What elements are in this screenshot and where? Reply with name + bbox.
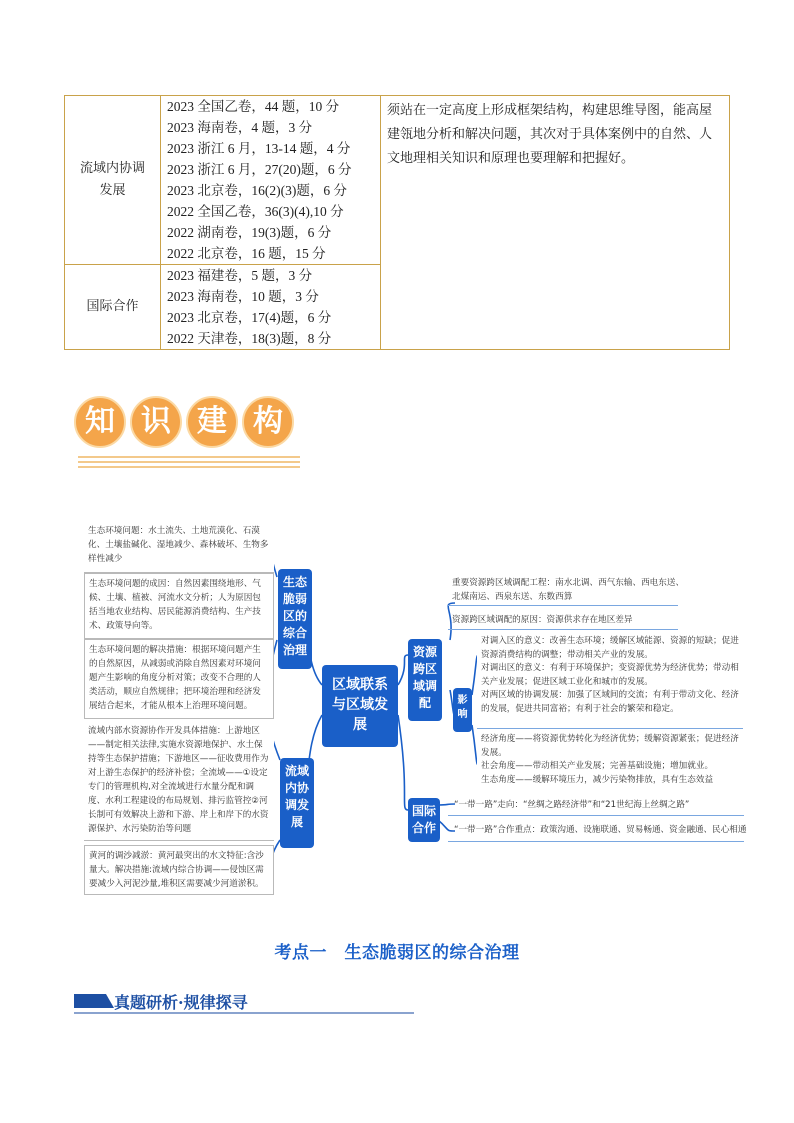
resource-projects-text: 重要资源跨区域调配工程：南水北调、西气东输、西电东送、北煤南运、西泉东送、东数西算 bbox=[452, 578, 685, 602]
subsection-title: 真题研析·规律探寻 bbox=[114, 993, 248, 1012]
impact-aspects-box bbox=[477, 731, 743, 791]
impact-line: 生态角度——缓解环境压力，减少污染物排放，具有生态效益 bbox=[481, 774, 714, 785]
branch-basin-label: 流域内协调发展 bbox=[284, 764, 309, 829]
impact-regions-box bbox=[477, 633, 743, 729]
branch-intl-label: 国际合作 bbox=[411, 804, 436, 835]
exam-item: 2023 全国乙卷，44 题，10 分 bbox=[167, 99, 340, 114]
subsection-underline bbox=[74, 1012, 414, 1014]
intl-rule bbox=[448, 815, 744, 816]
banner-char: 构 bbox=[242, 396, 294, 448]
intl-route-text: “一带一路”走向：“丝绸之路经济带”和“21世纪海上丝绸之路” bbox=[454, 800, 690, 810]
exam-item: 2022 全国乙卷，36(3)(4),10 分 bbox=[167, 204, 344, 219]
banner-char: 识 bbox=[130, 396, 182, 448]
impact-line: 社会角度——带动相关产业发展；完善基础设施；增加就业。 bbox=[481, 761, 714, 771]
exam-item: 2023 浙江 6 月，13-14 题，4 分 bbox=[167, 141, 351, 156]
branch-resource-label: 资源跨区域调配 bbox=[412, 645, 437, 710]
banner-stripe bbox=[78, 466, 300, 468]
exam-item: 2022 天津卷，18(3)题，8 分 bbox=[167, 331, 332, 346]
exam-list-cell bbox=[161, 265, 381, 350]
topic-label: 国际合作 bbox=[86, 299, 139, 314]
topic-label: 流域内协调发展 bbox=[79, 161, 145, 198]
eco-cause-box: 生态环境问题的成因：自然因素围绕地形、气候、土壤、植被、河流水文分析；人为原因包括当地农业结构、居民能源消费结构、生产技术、政策导向等。 bbox=[84, 573, 274, 639]
exam-item: 2022 北京卷，16 题，15 分 bbox=[167, 246, 326, 261]
impact-line: 对调入区的意义：改善生态环境；缓解区域能源、资源的短缺；促进资源消费结构的调整；带动相关产业的发展。 bbox=[481, 636, 739, 660]
branch-ecology-label: 生态脆弱区的综合治理 bbox=[282, 575, 307, 657]
impact-line: 经济角度——将资源优势转化为经济优势；缓解资源紧张；促进经济发展。 bbox=[481, 734, 739, 758]
resource-reason-text: 资源跨区域调配的原因：资源供求存在地区差异 bbox=[452, 615, 633, 625]
basin-sediment-box: 黄河的调沙减淤：黄河最突出的水文特征:含沙量大。解决措施:流域内综合协调——侵蚀区需要减少入河泥沙量,堆积区需要减少河道淤积。 bbox=[84, 845, 274, 895]
exam-item: 2022 湖南卷，19(3)题，6 分 bbox=[167, 225, 332, 240]
branch-impact-node bbox=[453, 688, 472, 732]
eco-solution-box: 生态环境问题的解决措施：根据环境问题产生的自然原因，从减弱或消除自然因素对环境问题产生影响的角度分析对策；改变不合理的人类活动，顺应自然规律；把环境治理和经济发展结合起来，才能从根本上治理环境问题。 bbox=[84, 639, 274, 719]
branch-basin-node bbox=[280, 758, 314, 848]
topic-cell bbox=[65, 96, 161, 265]
impact-line: 对调出区的意义：有利于环境保护；变资源优势为经济优势；带动相关产业发展；促进区域工业化和城市的发展。 bbox=[481, 663, 739, 687]
branch-intl-node bbox=[408, 798, 440, 842]
branch-resource-node bbox=[408, 639, 442, 721]
exam-item: 2023 海南卷，4 题，3 分 bbox=[167, 120, 313, 135]
mind-map bbox=[80, 515, 745, 897]
banner-stripe bbox=[78, 461, 300, 463]
branch-ecology-node bbox=[278, 569, 312, 669]
exam-item: 2023 北京卷，16(2)(3)题，6 分 bbox=[167, 183, 347, 198]
section-title: 考点一 生态脆弱区的综合治理 bbox=[274, 943, 520, 963]
note-cell bbox=[381, 96, 730, 350]
basin-water-box: 流域内部水资源协作开发具体措施：上游地区——制定相关法律,实施水资源地保护、水土保持等生态保护措施；下游地区——征收费用作为对上游生态保护的经济补偿；全流域——①设定专门的管理机构,对全流域进行水量分配和调度、水利工程建设的布局规划、排污监管控②河长制可有效解决上游和下游、岸上和岸下的水资源保护、水污染防治等问题 bbox=[84, 721, 274, 841]
exam-item: 2023 北京卷，17(4)题，6 分 bbox=[167, 310, 332, 325]
table-row bbox=[65, 96, 730, 265]
exam-list-cell bbox=[161, 96, 381, 265]
note-text: 须站在一定高度上形成框架结构，构建思维导图，能高屋建瓴地分析和解决问题，其次对于具体案例中的自然、人文地理相关知识和原理也要理解和把握好。 bbox=[387, 103, 713, 166]
banner-char: 建 bbox=[186, 396, 238, 448]
subsection-bar bbox=[74, 994, 114, 1008]
branch-impact-label: 影响 bbox=[457, 695, 468, 720]
exam-table bbox=[64, 95, 730, 350]
center-node bbox=[322, 665, 398, 747]
topic-cell bbox=[65, 265, 161, 350]
resource-rule bbox=[448, 605, 678, 606]
eco-problem-box: 生态环境问题：水土流失、土地荒漠化、石漠化、土壤盐碱化、湿地减少、森林破坏、生物多样性减少 bbox=[84, 521, 274, 573]
center-label: 区域联系与区域发展 bbox=[332, 677, 388, 733]
exam-item: 2023 海南卷，10 题，3 分 bbox=[167, 289, 319, 304]
banner-char: 知 bbox=[74, 396, 126, 448]
banner-stripe bbox=[78, 456, 300, 458]
intl-focus-text: “一带一路”合作重点：政策沟通、设施联通、贸易畅通、资金融通、民心相通 bbox=[454, 825, 747, 835]
knowledge-banner bbox=[72, 392, 312, 470]
exam-item: 2023 浙江 6 月，27(20)题，6 分 bbox=[167, 162, 352, 177]
intl-rule bbox=[448, 841, 744, 842]
impact-line: 对两区域的协调发展：加强了区域间的交流；有利于带动文化、经济的发展，促进共同富裕；有利于社会的繁荣和稳定。 bbox=[481, 690, 739, 714]
exam-item: 2023 福建卷，5 题，3 分 bbox=[167, 268, 313, 283]
resource-rule bbox=[448, 629, 678, 630]
